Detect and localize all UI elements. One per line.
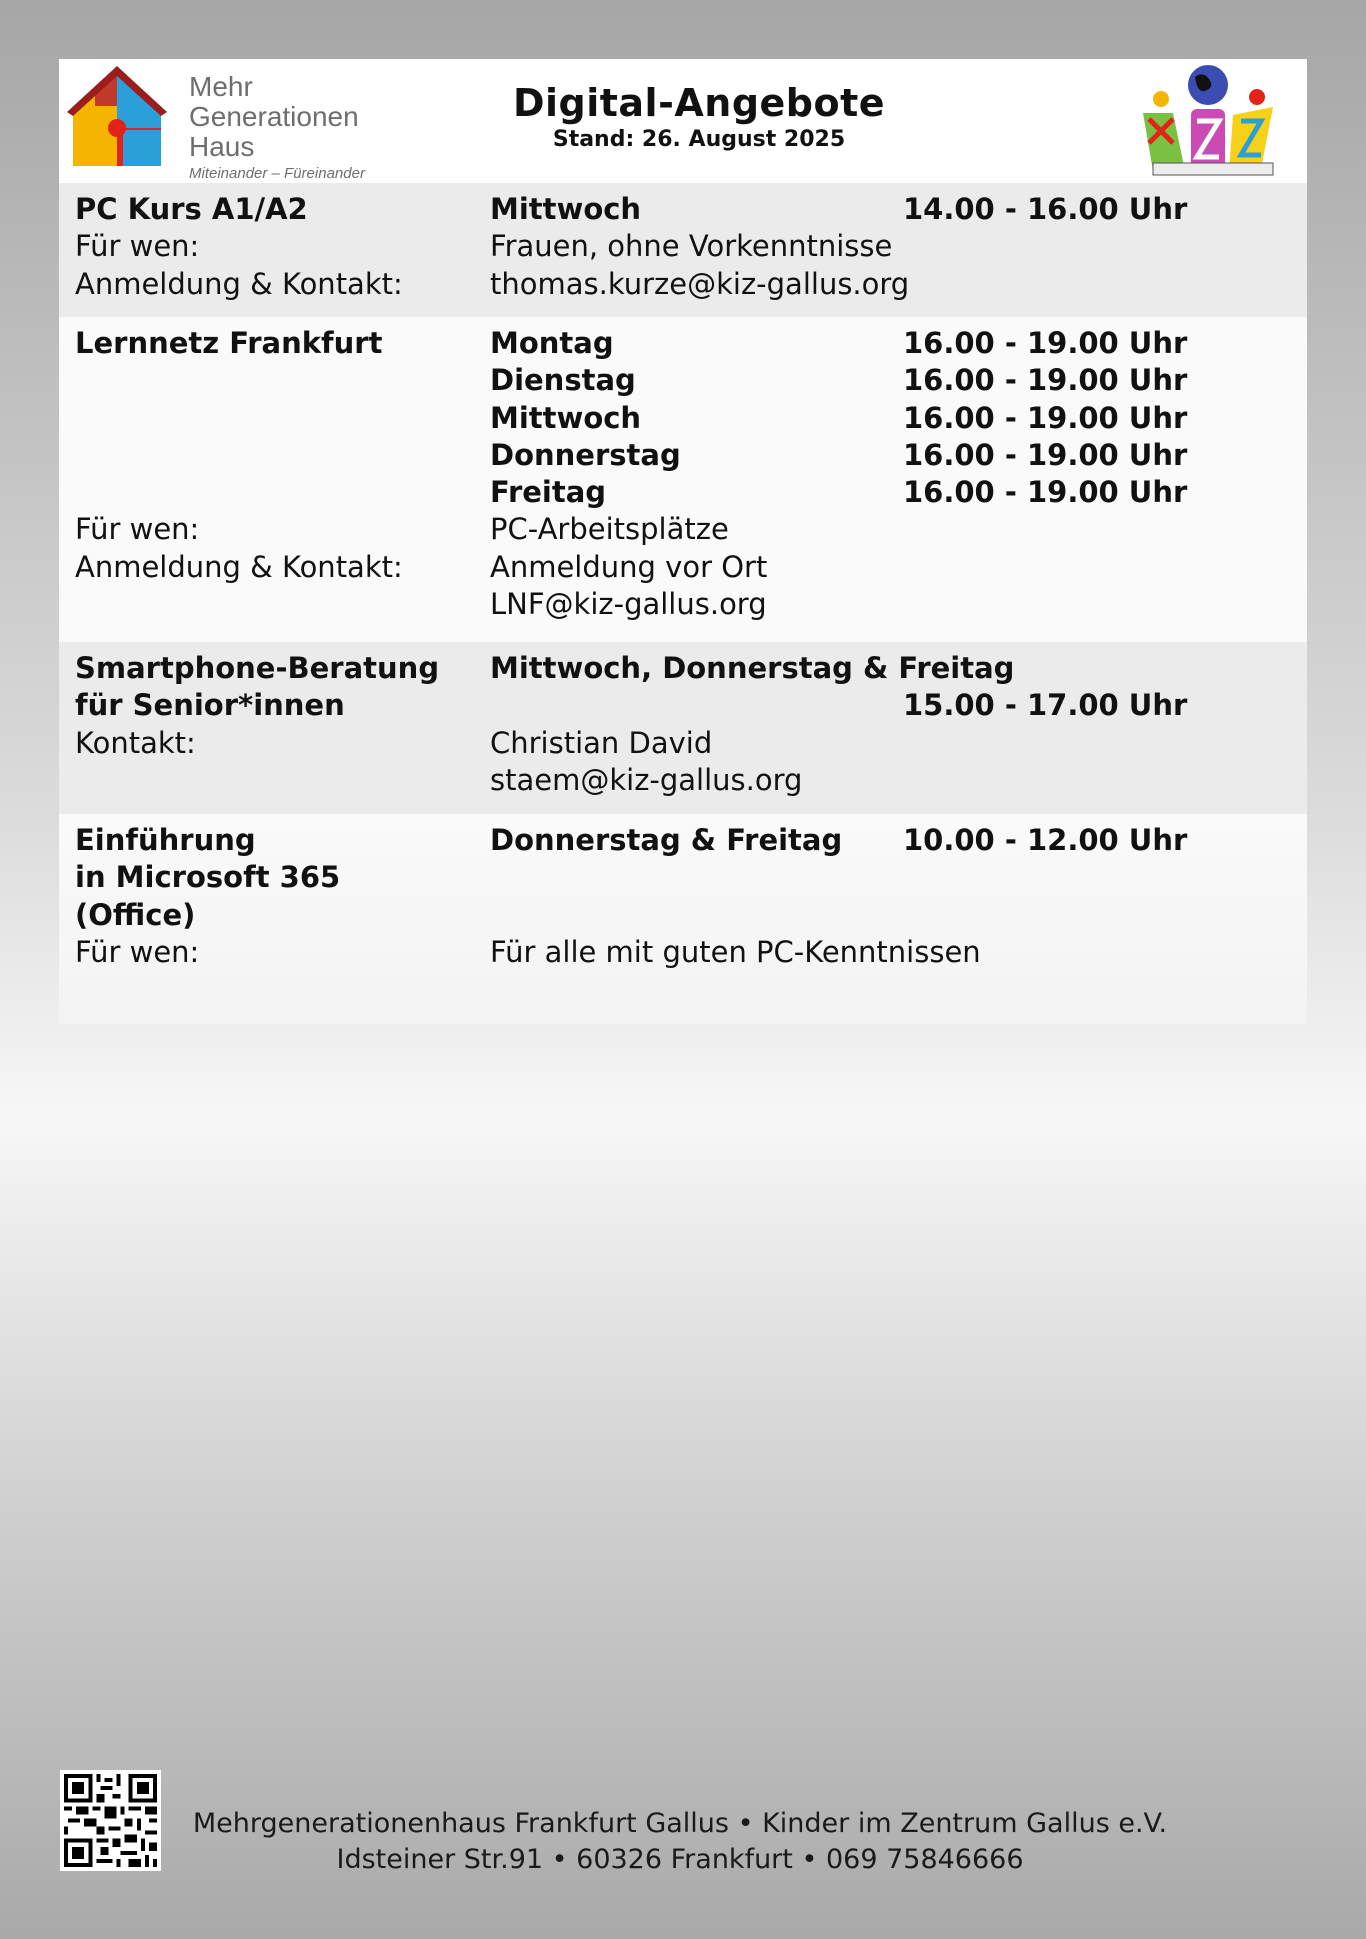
offer-time: 15.00 - 17.00 Uhr [903,688,1188,723]
kiz-gallus-logo-icon [1133,63,1283,179]
offer-smartphone-beratung [59,642,1307,814]
offer-title: Lernnetz Frankfurt [75,326,383,360]
offer-times [903,650,1187,725]
offer-day: Donnerstag [490,437,681,472]
logo-line-2: Generationen [189,101,359,132]
label-anmeldung-kontakt: Anmeldung & Kontakt: [75,549,403,584]
offer-labels [75,650,439,762]
logo-line-3: Haus [189,131,255,162]
offer-day: Dienstag [490,363,636,398]
offer-labels [75,191,403,303]
label-anmeldung-kontakt: Anmeldung & Kontakt: [75,266,403,301]
offer-title: PC Kurs A1/A2 [75,192,308,226]
offer-pc-kurs [59,183,1307,317]
offer-details [490,325,767,623]
offer-title: Einführung [75,823,256,857]
offer-title: in Microsoft 365 [75,860,341,895]
mgh-logo [65,66,385,182]
header [59,59,1307,183]
offer-day: Freitag [490,475,607,510]
offer-time: 16.00 - 19.00 Uhr [903,437,1188,472]
offer-title: Smartphone-Beratung [75,651,440,685]
offer-target-group: PC-Arbeitsplätze [490,512,729,547]
offer-labels [75,822,340,971]
offer-title: (Office) [75,897,196,932]
offer-day: Montag [490,326,614,360]
footer-line-1: Mehrgenerationenhaus Frankfurt Gallus • Kinder im Zentrum Gallus e.V. [192,1808,1168,1839]
date-stand: Stand: 26. August 2025 [552,127,846,152]
offer-time: 16.00 - 19.00 Uhr [903,363,1188,398]
label-kontakt: Kontakt: [75,725,196,760]
mgh-logo-text [189,72,365,182]
footer-address [180,1806,1180,1878]
offer-times [903,191,1187,228]
offer-target-group: Frauen, ohne Vorkenntnisse [490,229,893,264]
offer-day: Mittwoch [490,400,642,435]
title-block [419,81,979,155]
offer-times [903,325,1187,511]
page-title: Digital-Angebote [512,81,886,125]
footer-line-2: Idsteiner Str.91 • 60326 Frankfurt • 069 75846666 [336,1844,1024,1875]
offer-title: für Senior*innen [75,688,345,723]
logo-line-1: Mehr [189,71,253,102]
offer-details [490,191,909,303]
offer-target-group: Für alle mit guten PC-Kenntnissen [490,934,981,969]
offer-labels [75,325,403,586]
offer-lernnetz [59,317,1307,642]
offer-time: 14.00 - 16.00 Uhr [903,192,1188,226]
offer-microsoft-365 [59,814,1307,1024]
qr-code-icon [60,1770,161,1871]
label-fuer-wen: Für wen: [75,229,200,264]
offer-day: Mittwoch [490,192,642,226]
label-fuer-wen: Für wen: [75,934,200,969]
contact-name: Christian David [490,725,713,760]
contact-email[interactable]: staem@kiz-gallus.org [490,762,803,797]
offer-times [903,822,1187,859]
offer-day: Mittwoch, Donnerstag & Freitag [490,651,1015,685]
offer-time: 10.00 - 12.00 Uhr [903,823,1188,857]
offer-time: 16.00 - 19.00 Uhr [903,400,1188,435]
offer-day: Donnerstag & Freitag [490,823,843,857]
puzzle-house-icon [65,66,169,170]
registration-info: Anmeldung vor Ort [490,549,768,584]
offer-time: 16.00 - 19.00 Uhr [903,326,1188,360]
contact-email[interactable]: LNF@kiz-gallus.org [490,587,767,622]
contact-email[interactable]: thomas.kurze@kiz-gallus.org [490,266,910,301]
offer-time: 16.00 - 19.00 Uhr [903,475,1188,510]
label-fuer-wen: Für wen: [75,512,200,547]
logo-tagline: Miteinander – Füreinander [189,165,365,182]
